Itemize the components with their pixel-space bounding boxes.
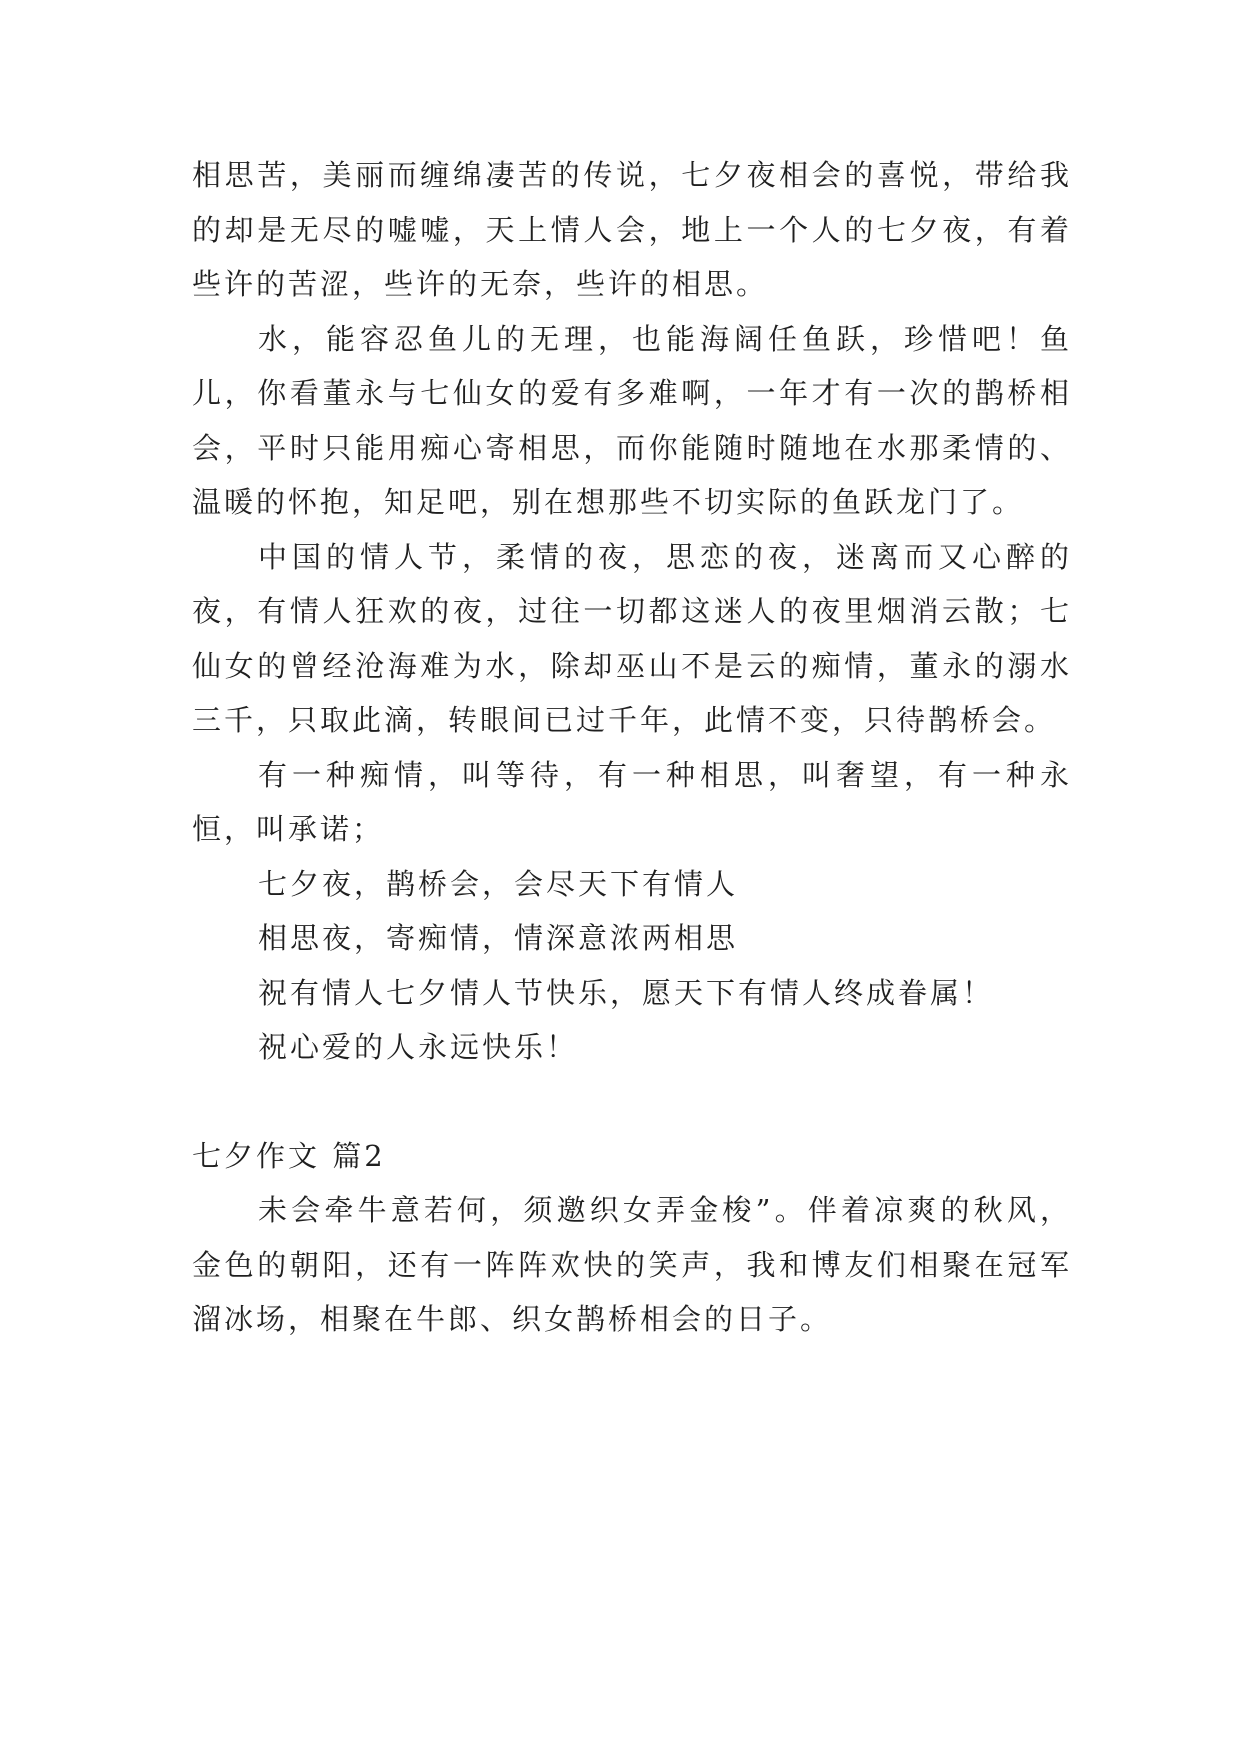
paragraph-1: 相思苦，美丽而缠绵凄苦的传说，七夕夜相会的喜悦，带给我的却是无尽的嘘嘘，天上情人会，地上一个人的七夕夜，有着些许的苦涩，些许的无奈，些许的相思。 [192,158,1072,301]
poem-line-2: 相思夜，寄痴情，情深意浓两相思 [258,921,739,955]
blessing-line-1: 祝有情人七夕情人节快乐，愿天下有情人终成眷属！ [258,975,995,1010]
poem-line-1: 七夕夜，鹊桥会，会尽天下有情人 [258,866,739,901]
paragraph-2: 水，能容忍鱼儿的无理，也能海阔任鱼跃，珍惜吧！鱼儿，你看董永与七仙女的爱有多难啊，一年才有一次的鹊桥相会，平时只能用痴心寄相思，而你能随时随地在水那柔情的、温暖的怀抱，知足吧，别在想那些不切实际的鱼跃龙门了。 [192,321,1072,519]
paragraph-3: 中国的情人节，柔情的夜，思恋的夜，迷离而又心醉的夜，有情人狂欢的夜，过往一切都这迷人的夜里烟消云散；七仙女的曾经沧海难为水，除却巫山不是云的痴情，董永的溺水三千，只取此滴，转眼间已过千年，此情不变，只待鹊桥会。 [192,539,1072,737]
blessing-line-2: 祝心爱的人永远快乐！ [258,1030,579,1064]
section-heading: 七夕作文 篇2 [192,1138,386,1173]
paragraph-5: 未会牵牛意若何，须邀织女弄金梭”。伴着凉爽的秋风，金色的朝阳，还有一阵阵欢快的笑声，我和博友们相聚在冠军溜冰场，相聚在牛郎、织女鹊桥相会的日子。 [192,1193,1072,1336]
paragraph-4: 有一种痴情，叫等待，有一种相思，叫奢望，有一种永恒，叫承诺； [192,757,1072,846]
document-body [192,148,1072,1347]
